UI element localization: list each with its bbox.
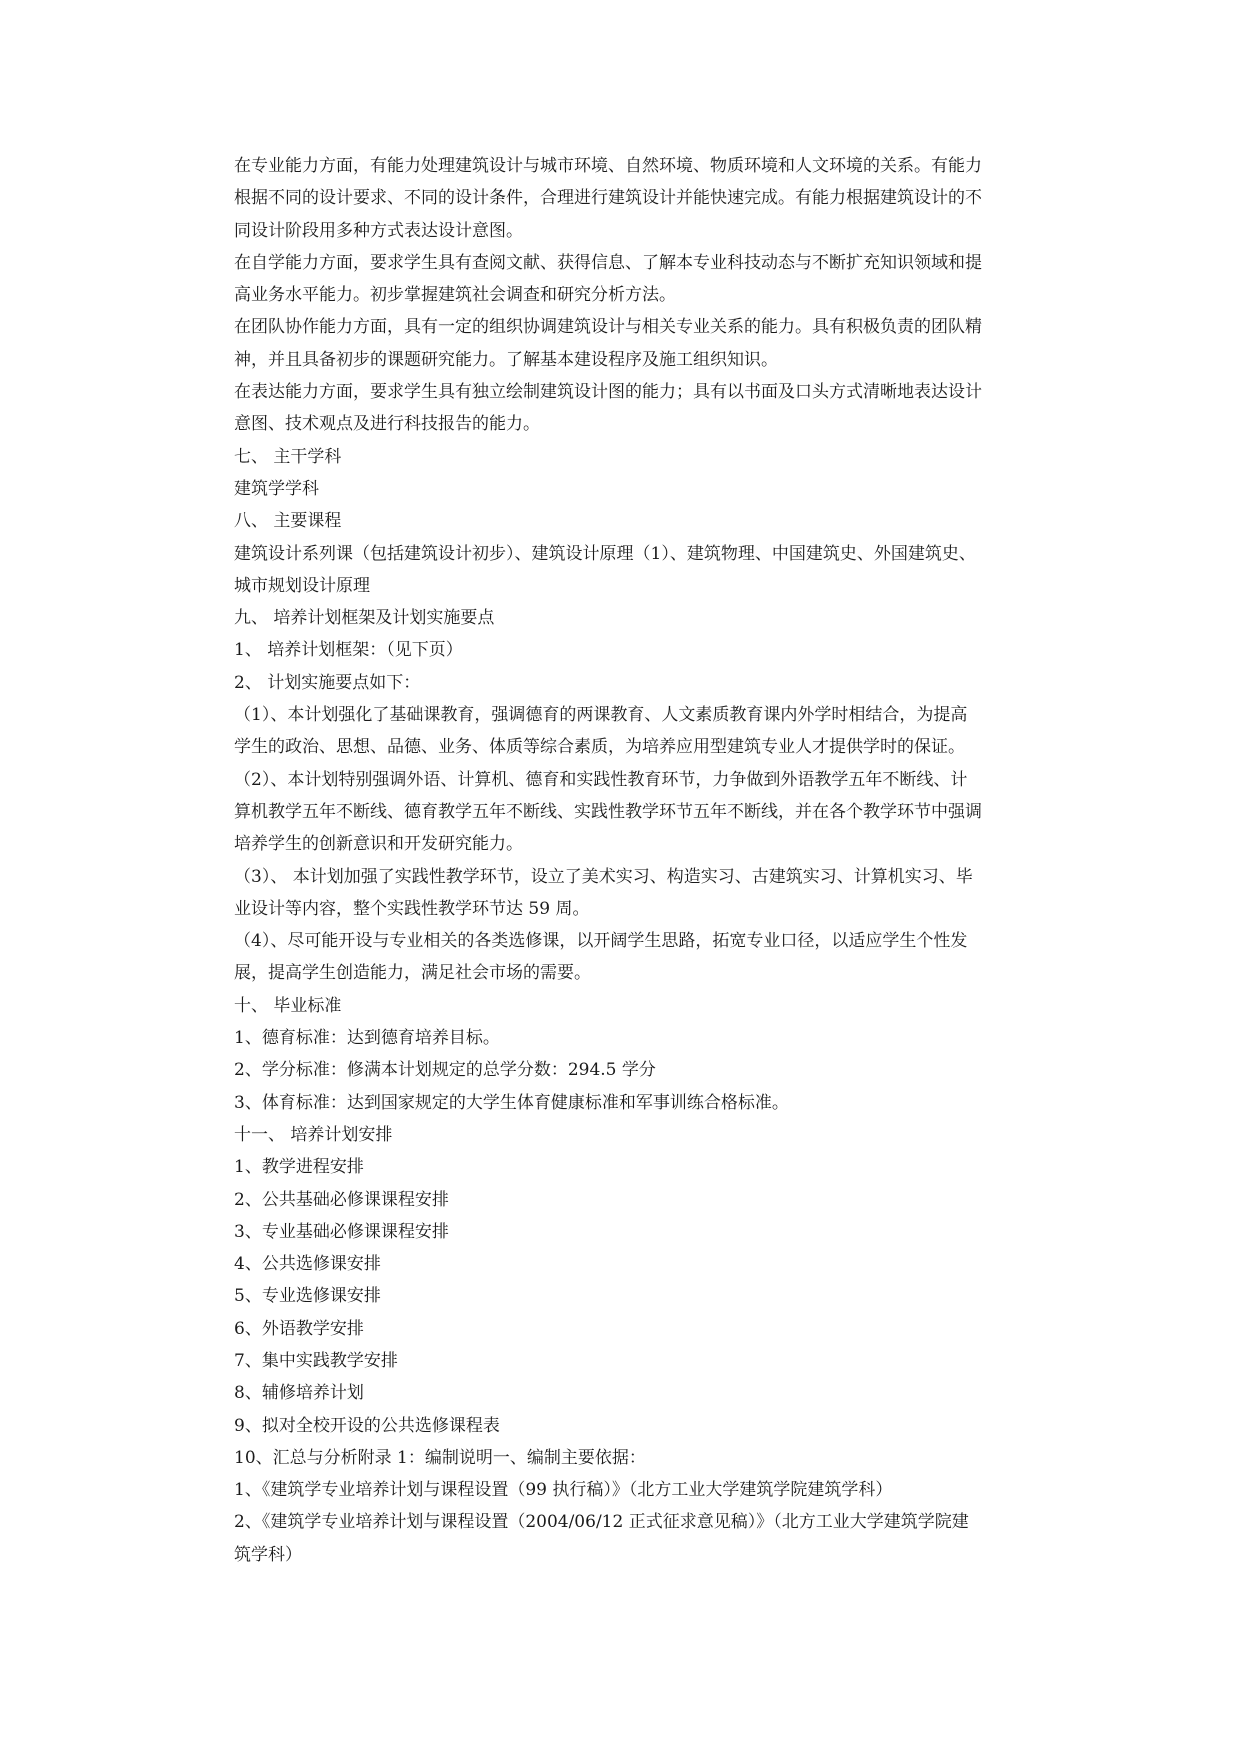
text-line: 1、 培养计划框架：（见下页） [234, 640, 463, 661]
text-line: 根据不同的设计要求、不同的设计条件，合理进行建筑设计并能快速完成。有能力根据建筑设计的不 [234, 188, 982, 209]
list-item: 1、《建筑学专业培养计划与课程设置（99 执行稿）》（北方工业大学建筑学院建筑学科） [234, 1480, 893, 1501]
text-line: 1、德育标准：达到德育培养目标。 [234, 1028, 500, 1049]
text-line: 展，提高学生创造能力，满足社会市场的需要。 [234, 963, 591, 984]
text-line: 2、学分标准：修满本计划规定的总学分数：294.5 学分 [234, 1060, 656, 1081]
list-item: 9、拟对全校开设的公共选修课程表 [234, 1415, 500, 1436]
text-line: 在团队协作能力方面，具有一定的组织协调建筑设计与相关专业关系的能力。具有积极负责的团队精 [234, 317, 982, 338]
list-item: 5、专业选修课安排 [234, 1286, 381, 1307]
list-item: 4、公共选修课安排 [234, 1254, 381, 1275]
section-heading: 九、 培养计划框架及计划实施要点 [234, 608, 495, 629]
text-line: 建筑设计系列课（包括建筑设计初步）、建筑设计原理（1）、建筑物理、中国建筑史、外国建筑史、 [234, 543, 976, 564]
text-line: 城市规划设计原理 [234, 575, 370, 596]
text-line: （4）、尽可能开设与专业相关的各类选修课，以开阔学生思路，拓宽专业口径，以适应学生个性发 [234, 931, 968, 952]
document-body [234, 150, 1054, 1571]
text-line: 筑学科） [234, 1544, 302, 1565]
text-line: 神，并且具备初步的课题研究能力。了解基本建设程序及施工组织知识。 [234, 349, 778, 370]
text-line: 同设计阶段用多种方式表达设计意图。 [234, 220, 523, 241]
text-line: （1）、本计划强化了基础课教育，强调德育的两课教育、人文素质教育课内外学时相结合，为提高 [234, 705, 968, 726]
list-item: 2、《建筑学专业培养计划与课程设置（2004/06/12 正式征求意见稿）》（北方工业大学建筑学院建 [234, 1512, 969, 1533]
section-heading: 十一、 培养计划安排 [234, 1124, 393, 1145]
text-line: 业设计等内容，整个实践性教学环节达 59 周。 [234, 898, 590, 919]
list-item: 7、集中实践教学安排 [234, 1350, 398, 1371]
text-line: 意图、技术观点及进行科技报告的能力。 [234, 414, 540, 435]
list-item: 10、汇总与分析附录 1：编制说明一、编制主要依据： [234, 1447, 646, 1468]
text-line: 在表达能力方面，要求学生具有独立绘制建筑设计图的能力；具有以书面及口头方式清晰地表达设计 [234, 382, 982, 403]
section-heading: 八、 主要课程 [234, 511, 342, 532]
list-item: 2、公共基础必修课课程安排 [234, 1189, 449, 1210]
section-heading: 七、 主干学科 [234, 446, 342, 467]
text-line: 在专业能力方面，有能力处理建筑设计与城市环境、自然环境、物质环境和人文环境的关系。有能力 [234, 156, 982, 176]
text-line: 在自学能力方面，要求学生具有查阅文献、获得信息、了解本专业科技动态与不断扩充知识领域和提 [234, 252, 982, 273]
text-line: 建筑学学科 [234, 478, 319, 499]
list-item: 8、辅修培养计划 [234, 1383, 364, 1404]
text-line: 3、体育标准：达到国家规定的大学生体育健康标准和军事训练合格标准。 [234, 1092, 789, 1113]
text-line: （3）、 本计划加强了实践性教学环节，设立了美术实习、构造实习、古建筑实习、计算机实习、毕 [234, 866, 973, 887]
list-item: 6、外语教学安排 [234, 1318, 364, 1339]
text-line: 培养学生的创新意识和开发研究能力。 [234, 834, 523, 855]
section-heading: 十、 毕业标准 [234, 995, 342, 1016]
list-item: 1、教学进程安排 [234, 1157, 364, 1178]
text-line: 算机教学五年不断线、德育教学五年不断线、实践性教学环节五年不断线，并在各个教学环节中强调 [234, 801, 982, 822]
text-line: 高业务水平能力。初步掌握建筑社会调查和研究分析方法。 [234, 285, 676, 306]
text-line: 学生的政治、思想、品德、业务、体质等综合素质，为培养应用型建筑专业人才提供学时的保证。 [234, 737, 965, 758]
list-item: 3、专业基础必修课课程安排 [234, 1221, 449, 1242]
text-line: 2、 计划实施要点如下： [234, 672, 421, 693]
text-line: （2）、本计划特别强调外语、计算机、德育和实践性教育环节，力争做到外语教学五年不断线、计 [234, 769, 968, 790]
